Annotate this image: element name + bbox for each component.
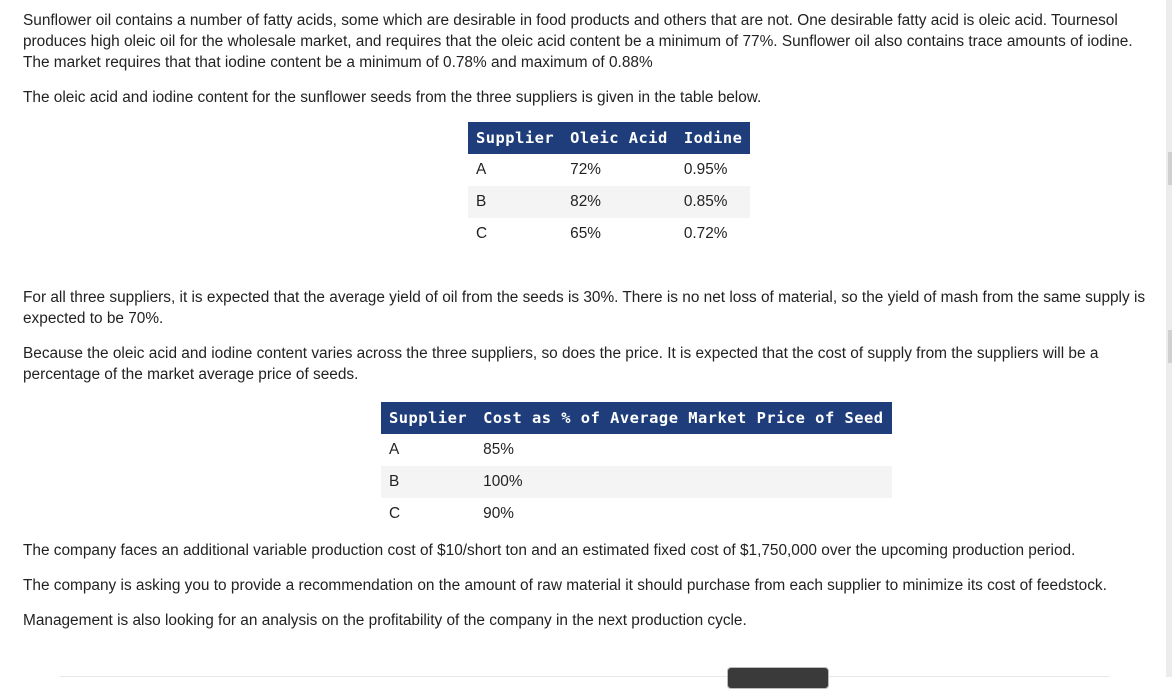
supplier-cell: B [381,466,475,498]
yield-paragraph: For all three suppliers, it is expected that the average yield of oil from the seeds is 30%. There is no net loss of material, so the yield of mash from the same supply is expected to be 70%. [23,289,1146,327]
cost-cell: 100% [475,466,891,498]
table-row [468,186,750,218]
header-cost-percent: Cost as % of Average Market Price of Seed [475,402,891,434]
cost-table [381,402,892,530]
action-button[interactable] [727,667,829,689]
supplier-cell: C [476,225,488,242]
recommendation-paragraph: The company is asking you to provide a recommendation on the amount of raw material it should purchase from each supplier to minimize its cost of feedstock. [23,577,1107,594]
table-header-row [468,122,750,154]
oleic-iodine-table [468,122,750,250]
table-row [381,466,892,498]
supplier-cell: A [389,441,400,458]
header-iodine: Iodine [676,122,751,154]
table-row [381,498,892,530]
price-paragraph: Because the oleic acid and iodine content varies across the three suppliers, so does the price. It is expected that the cost of supply from the suppliers will be a percentage of the market average price of seeds. [23,345,1099,383]
oleic-cell: 72% [570,161,601,178]
supplier-cell: A [476,161,487,178]
supplier-cell: C [389,505,401,522]
iodine-cell: 0.95% [683,161,728,178]
cost-cell: 90% [483,505,514,522]
table-row [468,154,750,186]
side-tab-marker[interactable] [1168,330,1172,363]
side-tab-marker[interactable] [1168,152,1172,185]
table-intro-paragraph: The oleic acid and iodine content for the sunflower seeds from the three suppliers is given in the table below. [23,89,762,106]
header-supplier: Supplier [468,122,562,154]
iodine-cell: 0.72% [683,225,728,242]
document-body [23,10,1148,631]
management-paragraph: Management is also looking for an analysis on the profitability of the company in the next production cycle. [23,612,747,629]
header-supplier: Supplier [381,402,475,434]
table-row [468,218,750,250]
intro-paragraph: Sunflower oil contains a number of fatty acids, some which are desirable in food products and others that are not. One desirable fatty acid is oleic acid. Tournesol produces high oleic oil for the wholesale market, and requires that the oleic acid content be a minimum of 77%. Sunflower oil also contains trace amounts of iodine. The market requires that that iodine content be a minimum of 0.78% and maximum of 0.88% [23,12,1133,71]
cost-cell: 85% [483,441,514,458]
fixed-cost-paragraph: The company faces an additional variable production cost of $10/short ton and an estimated fixed cost of $1,750,000 over the upcoming production period. [23,542,1076,559]
header-oleic-acid: Oleic Acid [562,122,676,154]
oleic-cell: 82% [562,186,676,218]
table-header-row [381,402,892,434]
supplier-cell: B [468,186,562,218]
table-row [381,434,892,466]
iodine-cell: 0.85% [676,186,751,218]
oleic-cell: 65% [570,225,601,242]
